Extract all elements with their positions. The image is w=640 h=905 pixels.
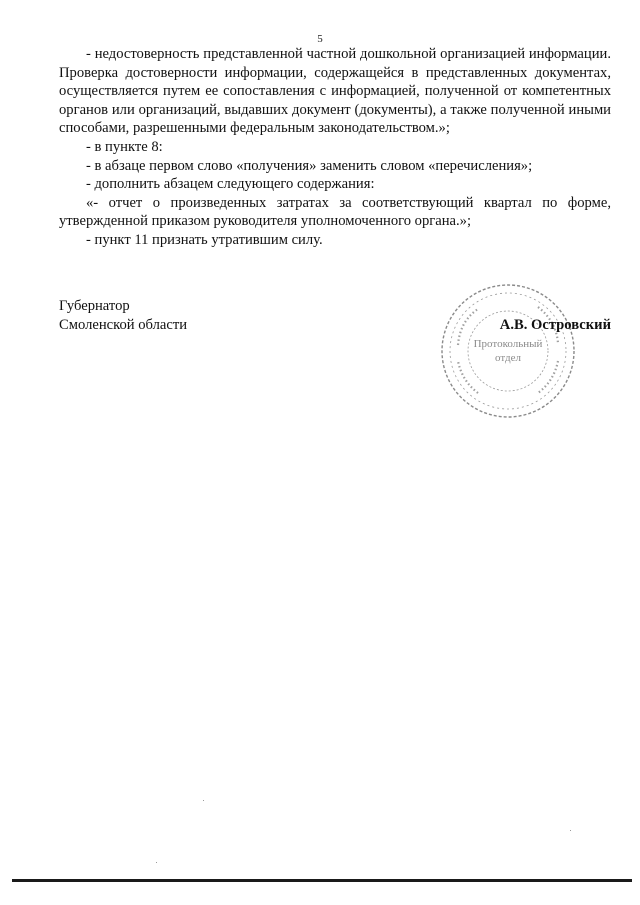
scan-speck [156, 862, 157, 863]
page-number: 5 [317, 33, 323, 45]
signatory-name: А.В. Островский [499, 317, 611, 333]
official-stamp [438, 281, 578, 421]
scan-speck [570, 830, 571, 831]
paragraph-point-11: - пункт 11 признать утратившим силу. [86, 231, 323, 248]
signature-position [59, 297, 187, 334]
paragraph-unreliable-info: - недостоверность представленной частной дошкольной организацией информации. Проверка достоверности информации, содержащейся в представленных документах, осуществляется путем ее сопоставления с информацией, полученной от компетентных органов или организаций, выдавших документ (документы), а также полученной иными способами, разрешенными федеральным законодательством.»; [59, 46, 611, 137]
paragraph-replace-word: - в абзаце первом слово «получения» заменить словом «перечисления»; [86, 157, 533, 174]
paragraph-add-clause: - дополнить абзацем следующего содержания: [86, 176, 375, 193]
paragraph-point-8: - в пункте 8: [86, 138, 163, 155]
document-body [59, 45, 611, 250]
scan-speck [203, 800, 204, 801]
signature-region: Смоленской области [59, 316, 188, 333]
stamp-inner-line2: отдел [495, 352, 521, 364]
paragraph-report-clause: «- отчет о произведенных затратах за соответствующий квартал по форме, утвержденной приказом руководителя уполномоченного органа.»; [59, 194, 611, 230]
stamp-inner-line1: Протокольный [473, 338, 543, 350]
bottom-rule [12, 879, 632, 882]
signature-title: Губернатор [59, 298, 130, 314]
